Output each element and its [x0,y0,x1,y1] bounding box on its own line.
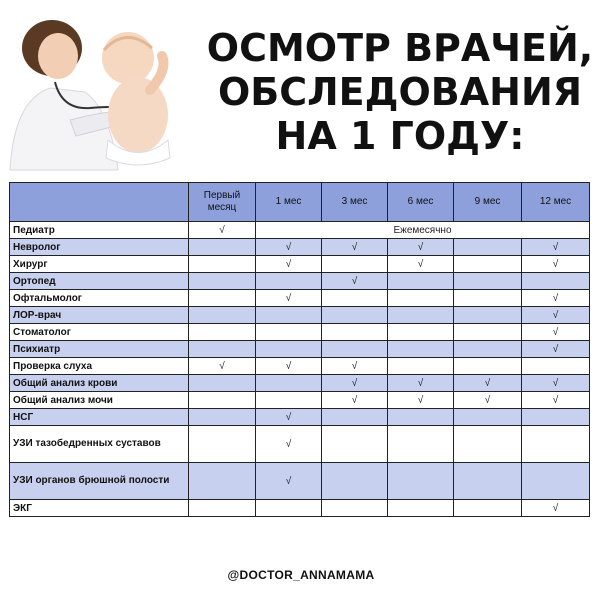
table-cell [322,256,388,273]
table-cell [454,358,522,375]
monthly-note-cell: Ежемесячно [256,222,590,239]
table-cell [189,392,256,409]
table-cell [189,256,256,273]
row-label: Проверка слуха [10,358,189,375]
title-line-1: ОСМОТР ВРАЧЕЙ, [206,26,594,70]
table-cell: √ [256,409,322,426]
table-cell: √ [522,290,590,307]
column-header: 1 мес [256,183,322,222]
table-row [10,500,590,517]
table-cell: √ [256,463,322,500]
table-cell [454,409,522,426]
table-cell [388,409,454,426]
table-header-row [10,183,590,222]
table-cell: √ [256,256,322,273]
row-label: Психиатр [10,341,189,358]
table-cell [322,290,388,307]
table-cell: √ [189,358,256,375]
table-cell [189,426,256,463]
table-cell: √ [522,392,590,409]
table-cell [189,273,256,290]
table-cell [454,426,522,463]
table-cell [454,239,522,256]
table-cell: √ [454,375,522,392]
table-cell: √ [322,392,388,409]
table-cell [322,307,388,324]
table-cell [454,290,522,307]
table-row [10,239,590,256]
column-header: 12 мес [522,183,590,222]
doctor-baby-illustration [0,0,210,175]
table-cell [322,341,388,358]
header-corner [10,183,189,222]
table-cell: √ [522,256,590,273]
table-cell [388,341,454,358]
table-row [10,324,590,341]
table-cell [388,273,454,290]
table-cell [454,307,522,324]
table-cell: √ [522,375,590,392]
table-cell [256,273,322,290]
table-cell: √ [454,392,522,409]
row-label: Офтальмолог [10,290,189,307]
table-cell [256,392,322,409]
table-cell [454,324,522,341]
table-cell: √ [256,426,322,463]
table-cell [256,375,322,392]
page-title [205,26,595,158]
row-label: Педиатр [10,222,189,239]
table-cell [388,358,454,375]
table-cell [189,341,256,358]
title-line-2: ОБСЛЕДОВАНИЯ [217,70,583,114]
table-cell [454,341,522,358]
row-label: УЗИ тазобедренных суставов [10,426,189,463]
table-cell [522,426,590,463]
row-label: Общий анализ крови [10,375,189,392]
table-cell [322,463,388,500]
row-label: Стоматолог [10,324,189,341]
table-cell [189,409,256,426]
table-cell: √ [522,239,590,256]
table-cell: √ [388,239,454,256]
table-cell [388,500,454,517]
table-cell [454,256,522,273]
row-label: ЭКГ [10,500,189,517]
author-credit: @DOCTOR_ANNAMAMA [227,568,375,582]
table-cell [256,500,322,517]
table-cell [189,463,256,500]
table-cell [522,463,590,500]
table-cell: √ [256,290,322,307]
table-cell [522,409,590,426]
table-cell [388,307,454,324]
table-cell [322,324,388,341]
table-cell [522,358,590,375]
table-cell: √ [256,358,322,375]
table-cell: √ [522,341,590,358]
table-cell [189,500,256,517]
table-cell: √ [189,222,256,239]
table-cell: √ [522,307,590,324]
table-row [10,273,590,290]
table-cell: √ [322,273,388,290]
table-cell: √ [322,358,388,375]
column-header: 3 мес [322,183,388,222]
row-label: УЗИ органов брюшной полости [10,463,189,500]
table-cell [322,409,388,426]
table-row [10,341,590,358]
table-cell [454,463,522,500]
table-cell [388,290,454,307]
table-cell: √ [388,392,454,409]
table-row [10,256,590,273]
table-cell [388,463,454,500]
column-header: 6 мес [388,183,454,222]
row-label: ЛОР-врач [10,307,189,324]
schedule-table [9,182,590,517]
table-cell: √ [388,256,454,273]
table-row [10,463,590,500]
table-cell [256,324,322,341]
row-label: Невролог [10,239,189,256]
table-cell [322,426,388,463]
table-cell [189,324,256,341]
table-cell [454,273,522,290]
table-row [10,307,590,324]
table-row [10,290,590,307]
table-cell [522,273,590,290]
column-header: 9 мес [454,183,522,222]
table-cell: √ [388,375,454,392]
table-cell [322,500,388,517]
table-cell [189,239,256,256]
table-row [10,375,590,392]
table-cell [388,426,454,463]
row-label: НСГ [10,409,189,426]
table-cell [256,341,322,358]
table-cell: √ [522,324,590,341]
row-label: Общий анализ мочи [10,392,189,409]
table-cell [388,324,454,341]
table-row [10,358,590,375]
row-label: Ортопед [10,273,189,290]
table-cell: √ [522,500,590,517]
table-cell: √ [256,239,322,256]
table-cell: √ [322,375,388,392]
table-cell [189,375,256,392]
title-line-3: НА 1 ГОДУ: [275,114,525,158]
table-cell: √ [322,239,388,256]
table-cell [189,290,256,307]
column-header: Первый месяц [189,183,256,222]
table-cell [454,500,522,517]
table-cell [256,307,322,324]
table-row [10,392,590,409]
table-row [10,222,590,239]
row-label: Хирург [10,256,189,273]
table-row [10,409,590,426]
table-cell [189,307,256,324]
table-row [10,426,590,463]
